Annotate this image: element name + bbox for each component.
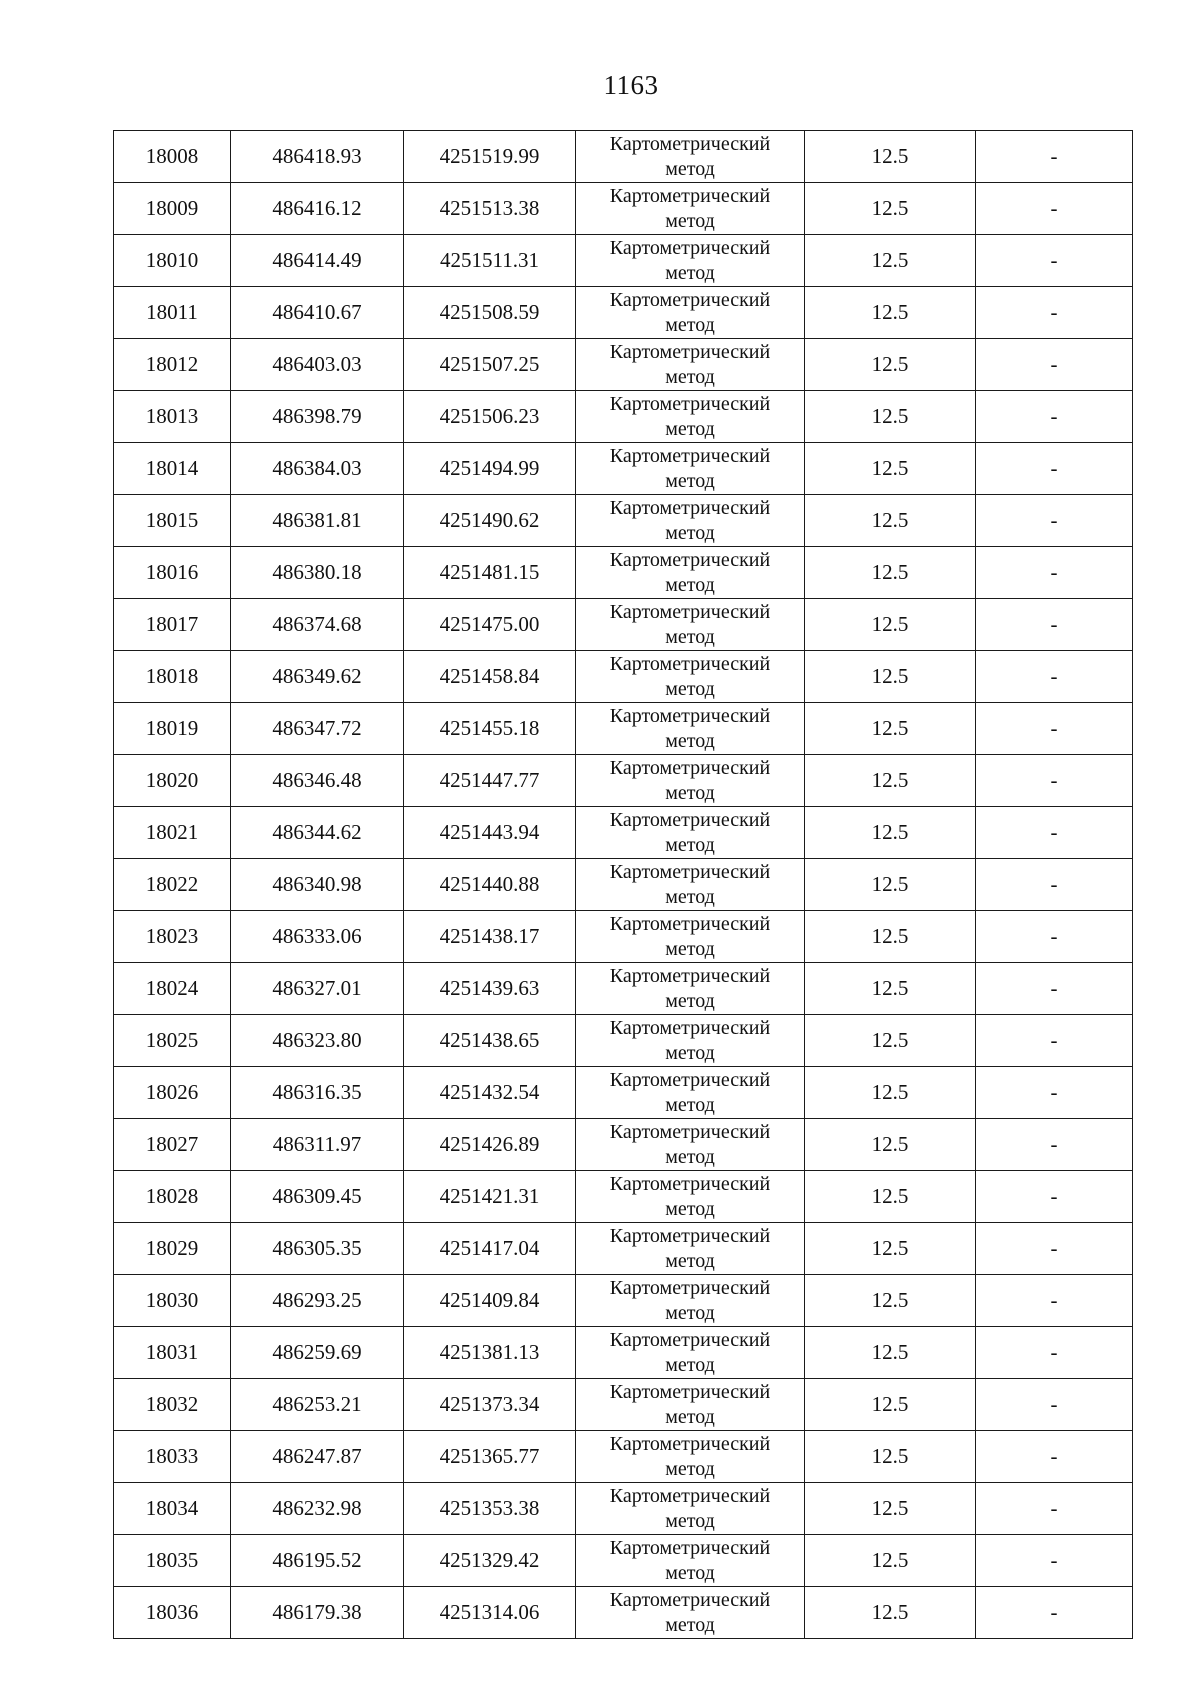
- x-coordinate-cell: 486232.98: [231, 1483, 404, 1535]
- x-coordinate-cell: 486416.12: [231, 183, 404, 235]
- accuracy-cell: 12.5: [805, 599, 976, 651]
- note-cell: -: [976, 131, 1133, 183]
- table-row: [114, 807, 1133, 859]
- table-row: [114, 495, 1133, 547]
- method-cell: [576, 1327, 805, 1379]
- method-line-2: метод: [665, 833, 715, 856]
- method-cell: [576, 651, 805, 703]
- method-line-1: Картометрический: [609, 1276, 771, 1299]
- y-coordinate-cell: 4251508.59: [404, 287, 576, 339]
- y-coordinate-cell: 4251506.23: [404, 391, 576, 443]
- method-cell: [576, 495, 805, 547]
- method-line-1: Картометрический: [609, 236, 771, 259]
- accuracy-cell: 12.5: [805, 131, 976, 183]
- method-line-2: метод: [665, 209, 715, 232]
- point-number-cell: 18015: [114, 495, 231, 547]
- x-coordinate-cell: 486381.81: [231, 495, 404, 547]
- method-line-2: метод: [665, 937, 715, 960]
- x-coordinate-cell: 486333.06: [231, 911, 404, 963]
- accuracy-cell: 12.5: [805, 443, 976, 495]
- x-coordinate-cell: 486349.62: [231, 651, 404, 703]
- accuracy-cell: 12.5: [805, 495, 976, 547]
- method-line-1: Картометрический: [609, 548, 771, 571]
- y-coordinate-cell: 4251440.88: [404, 859, 576, 911]
- method-line-1: Картометрический: [609, 860, 771, 883]
- method-line-2: метод: [665, 885, 715, 908]
- y-coordinate-cell: 4251511.31: [404, 235, 576, 287]
- point-number-cell: 18034: [114, 1483, 231, 1535]
- method-line-1: Картометрический: [609, 1172, 771, 1195]
- x-coordinate-cell: 486380.18: [231, 547, 404, 599]
- method-line-1: Картометрический: [609, 132, 771, 155]
- method-line-1: Картометрический: [609, 1016, 771, 1039]
- y-coordinate-cell: 4251475.00: [404, 599, 576, 651]
- accuracy-cell: 12.5: [805, 1327, 976, 1379]
- method-line-2: метод: [665, 157, 715, 180]
- note-cell: -: [976, 1067, 1133, 1119]
- note-cell: -: [976, 391, 1133, 443]
- method-line-1: Картометрический: [609, 756, 771, 779]
- note-cell: -: [976, 339, 1133, 391]
- x-coordinate-cell: 486403.03: [231, 339, 404, 391]
- accuracy-cell: 12.5: [805, 1067, 976, 1119]
- method-cell: [576, 1483, 805, 1535]
- method-line-2: метод: [665, 625, 715, 648]
- x-coordinate-cell: 486418.93: [231, 131, 404, 183]
- y-coordinate-cell: 4251314.06: [404, 1587, 576, 1639]
- x-coordinate-cell: 486316.35: [231, 1067, 404, 1119]
- table-row: [114, 1483, 1133, 1535]
- method-cell: [576, 1535, 805, 1587]
- y-coordinate-cell: 4251353.38: [404, 1483, 576, 1535]
- x-coordinate-cell: 486344.62: [231, 807, 404, 859]
- y-coordinate-cell: 4251381.13: [404, 1327, 576, 1379]
- method-line-1: Картометрический: [609, 912, 771, 935]
- method-line-2: метод: [665, 313, 715, 336]
- method-cell: [576, 339, 805, 391]
- accuracy-cell: 12.5: [805, 1015, 976, 1067]
- note-cell: -: [976, 1379, 1133, 1431]
- method-line-2: метод: [665, 365, 715, 388]
- method-line-2: метод: [665, 521, 715, 544]
- method-line-1: Картометрический: [609, 184, 771, 207]
- note-cell: -: [976, 651, 1133, 703]
- accuracy-cell: 12.5: [805, 755, 976, 807]
- method-line-2: метод: [665, 1093, 715, 1116]
- method-cell: [576, 547, 805, 599]
- x-coordinate-cell: 486305.35: [231, 1223, 404, 1275]
- y-coordinate-cell: 4251373.34: [404, 1379, 576, 1431]
- table-row: [114, 1275, 1133, 1327]
- y-coordinate-cell: 4251490.62: [404, 495, 576, 547]
- method-line-2: метод: [665, 573, 715, 596]
- method-line-1: Картометрический: [609, 652, 771, 675]
- table-row: [114, 183, 1133, 235]
- method-cell: [576, 1379, 805, 1431]
- note-cell: -: [976, 443, 1133, 495]
- table-row: [114, 1171, 1133, 1223]
- y-coordinate-cell: 4251447.77: [404, 755, 576, 807]
- method-line-2: метод: [665, 1145, 715, 1168]
- table-row: [114, 287, 1133, 339]
- y-coordinate-cell: 4251426.89: [404, 1119, 576, 1171]
- accuracy-cell: 12.5: [805, 703, 976, 755]
- accuracy-cell: 12.5: [805, 859, 976, 911]
- x-coordinate-cell: 486410.67: [231, 287, 404, 339]
- y-coordinate-cell: 4251507.25: [404, 339, 576, 391]
- table-row: [114, 703, 1133, 755]
- point-number-cell: 18020: [114, 755, 231, 807]
- table-row: [114, 1067, 1133, 1119]
- method-line-2: метод: [665, 1041, 715, 1064]
- note-cell: -: [976, 1327, 1133, 1379]
- point-number-cell: 18022: [114, 859, 231, 911]
- table-row: [114, 911, 1133, 963]
- note-cell: -: [976, 1015, 1133, 1067]
- method-cell: [576, 807, 805, 859]
- x-coordinate-cell: 486293.25: [231, 1275, 404, 1327]
- note-cell: -: [976, 1431, 1133, 1483]
- note-cell: -: [976, 183, 1133, 235]
- point-number-cell: 18012: [114, 339, 231, 391]
- method-line-1: Картометрический: [609, 1224, 771, 1247]
- method-line-1: Картометрический: [609, 600, 771, 623]
- point-number-cell: 18016: [114, 547, 231, 599]
- method-line-2: метод: [665, 1457, 715, 1480]
- note-cell: -: [976, 911, 1133, 963]
- y-coordinate-cell: 4251443.94: [404, 807, 576, 859]
- method-cell: [576, 1067, 805, 1119]
- method-line-2: метод: [665, 1613, 715, 1636]
- method-line-2: метод: [665, 1301, 715, 1324]
- x-coordinate-cell: 486311.97: [231, 1119, 404, 1171]
- x-coordinate-cell: 486253.21: [231, 1379, 404, 1431]
- point-number-cell: 18019: [114, 703, 231, 755]
- x-coordinate-cell: 486247.87: [231, 1431, 404, 1483]
- method-line-1: Картометрический: [609, 1328, 771, 1351]
- method-cell: [576, 1119, 805, 1171]
- point-number-cell: 18023: [114, 911, 231, 963]
- method-line-1: Картометрический: [609, 808, 771, 831]
- method-line-1: Картометрический: [609, 704, 771, 727]
- note-cell: -: [976, 1483, 1133, 1535]
- point-number-cell: 18035: [114, 1535, 231, 1587]
- y-coordinate-cell: 4251409.84: [404, 1275, 576, 1327]
- note-cell: -: [976, 755, 1133, 807]
- x-coordinate-cell: 486323.80: [231, 1015, 404, 1067]
- y-coordinate-cell: 4251513.38: [404, 183, 576, 235]
- method-line-1: Картометрический: [609, 1068, 771, 1091]
- coordinates-table: [113, 130, 1133, 1639]
- note-cell: -: [976, 1119, 1133, 1171]
- method-line-2: метод: [665, 781, 715, 804]
- method-line-2: метод: [665, 1405, 715, 1428]
- method-line-2: метод: [665, 729, 715, 752]
- table-row: [114, 1535, 1133, 1587]
- point-number-cell: 18027: [114, 1119, 231, 1171]
- note-cell: -: [976, 963, 1133, 1015]
- table-row: [114, 1119, 1133, 1171]
- y-coordinate-cell: 4251439.63: [404, 963, 576, 1015]
- y-coordinate-cell: 4251329.42: [404, 1535, 576, 1587]
- table-row: [114, 1587, 1133, 1639]
- note-cell: -: [976, 859, 1133, 911]
- method-cell: [576, 131, 805, 183]
- y-coordinate-cell: 4251494.99: [404, 443, 576, 495]
- table-row: [114, 755, 1133, 807]
- method-cell: [576, 1015, 805, 1067]
- table-row: [114, 963, 1133, 1015]
- method-cell: [576, 911, 805, 963]
- point-number-cell: 18017: [114, 599, 231, 651]
- table-row: [114, 547, 1133, 599]
- table-row: [114, 131, 1133, 183]
- x-coordinate-cell: 486259.69: [231, 1327, 404, 1379]
- point-number-cell: 18030: [114, 1275, 231, 1327]
- note-cell: -: [976, 287, 1133, 339]
- method-cell: [576, 1171, 805, 1223]
- accuracy-cell: 12.5: [805, 1379, 976, 1431]
- method-cell: [576, 963, 805, 1015]
- note-cell: -: [976, 1275, 1133, 1327]
- y-coordinate-cell: 4251421.31: [404, 1171, 576, 1223]
- accuracy-cell: 12.5: [805, 183, 976, 235]
- method-line-2: метод: [665, 1561, 715, 1584]
- accuracy-cell: 12.5: [805, 1587, 976, 1639]
- point-number-cell: 18029: [114, 1223, 231, 1275]
- method-cell: [576, 1223, 805, 1275]
- method-line-2: метод: [665, 417, 715, 440]
- x-coordinate-cell: 486346.48: [231, 755, 404, 807]
- y-coordinate-cell: 4251519.99: [404, 131, 576, 183]
- coordinates-table-body: [114, 131, 1133, 1639]
- y-coordinate-cell: 4251365.77: [404, 1431, 576, 1483]
- point-number-cell: 18024: [114, 963, 231, 1015]
- x-coordinate-cell: 486327.01: [231, 963, 404, 1015]
- method-line-2: метод: [665, 677, 715, 700]
- method-cell: [576, 1431, 805, 1483]
- accuracy-cell: 12.5: [805, 1223, 976, 1275]
- method-line-1: Картометрический: [609, 1484, 771, 1507]
- accuracy-cell: 12.5: [805, 651, 976, 703]
- method-cell: [576, 443, 805, 495]
- method-cell: [576, 703, 805, 755]
- y-coordinate-cell: 4251432.54: [404, 1067, 576, 1119]
- method-line-1: Картометрический: [609, 444, 771, 467]
- x-coordinate-cell: 486309.45: [231, 1171, 404, 1223]
- note-cell: -: [976, 807, 1133, 859]
- table-row: [114, 1223, 1133, 1275]
- method-line-1: Картометрический: [609, 1432, 771, 1455]
- x-coordinate-cell: 486340.98: [231, 859, 404, 911]
- note-cell: -: [976, 1535, 1133, 1587]
- method-cell: [576, 1275, 805, 1327]
- point-number-cell: 18028: [114, 1171, 231, 1223]
- method-line-1: Картометрический: [609, 1536, 771, 1559]
- table-row: [114, 599, 1133, 651]
- accuracy-cell: 12.5: [805, 963, 976, 1015]
- accuracy-cell: 12.5: [805, 287, 976, 339]
- table-row: [114, 443, 1133, 495]
- accuracy-cell: 12.5: [805, 1535, 976, 1587]
- note-cell: -: [976, 1171, 1133, 1223]
- x-coordinate-cell: 486347.72: [231, 703, 404, 755]
- note-cell: -: [976, 235, 1133, 287]
- note-cell: -: [976, 547, 1133, 599]
- y-coordinate-cell: 4251455.18: [404, 703, 576, 755]
- table-row: [114, 1015, 1133, 1067]
- accuracy-cell: 12.5: [805, 1171, 976, 1223]
- method-line-2: метод: [665, 1353, 715, 1376]
- method-cell: [576, 1587, 805, 1639]
- point-number-cell: 18031: [114, 1327, 231, 1379]
- point-number-cell: 18026: [114, 1067, 231, 1119]
- x-coordinate-cell: 486398.79: [231, 391, 404, 443]
- accuracy-cell: 12.5: [805, 1483, 976, 1535]
- method-cell: [576, 183, 805, 235]
- point-number-cell: 18032: [114, 1379, 231, 1431]
- point-number-cell: 18036: [114, 1587, 231, 1639]
- method-line-2: метод: [665, 1249, 715, 1272]
- x-coordinate-cell: 486374.68: [231, 599, 404, 651]
- note-cell: -: [976, 1587, 1133, 1639]
- table-row: [114, 859, 1133, 911]
- accuracy-cell: 12.5: [805, 235, 976, 287]
- y-coordinate-cell: 4251481.15: [404, 547, 576, 599]
- note-cell: -: [976, 1223, 1133, 1275]
- method-line-2: метод: [665, 989, 715, 1012]
- point-number-cell: 18011: [114, 287, 231, 339]
- method-line-1: Картометрический: [609, 392, 771, 415]
- method-cell: [576, 235, 805, 287]
- point-number-cell: 18014: [114, 443, 231, 495]
- y-coordinate-cell: 4251438.17: [404, 911, 576, 963]
- table-row: [114, 339, 1133, 391]
- page-number: 1163: [603, 70, 659, 100]
- point-number-cell: 18033: [114, 1431, 231, 1483]
- x-coordinate-cell: 486414.49: [231, 235, 404, 287]
- point-number-cell: 18010: [114, 235, 231, 287]
- table-row: [114, 391, 1133, 443]
- accuracy-cell: 12.5: [805, 1275, 976, 1327]
- method-cell: [576, 859, 805, 911]
- note-cell: -: [976, 703, 1133, 755]
- method-line-1: Картометрический: [609, 496, 771, 519]
- accuracy-cell: 12.5: [805, 339, 976, 391]
- point-number-cell: 18008: [114, 131, 231, 183]
- y-coordinate-cell: 4251438.65: [404, 1015, 576, 1067]
- accuracy-cell: 12.5: [805, 807, 976, 859]
- method-line-1: Картометрический: [609, 1120, 771, 1143]
- method-line-2: метод: [665, 469, 715, 492]
- method-line-2: метод: [665, 1509, 715, 1532]
- method-cell: [576, 391, 805, 443]
- method-cell: [576, 287, 805, 339]
- table-row: [114, 1431, 1133, 1483]
- y-coordinate-cell: 4251458.84: [404, 651, 576, 703]
- point-number-cell: 18009: [114, 183, 231, 235]
- accuracy-cell: 12.5: [805, 1431, 976, 1483]
- point-number-cell: 18021: [114, 807, 231, 859]
- x-coordinate-cell: 486384.03: [231, 443, 404, 495]
- x-coordinate-cell: 486179.38: [231, 1587, 404, 1639]
- method-line-1: Картометрический: [609, 1380, 771, 1403]
- note-cell: -: [976, 495, 1133, 547]
- point-number-cell: 18025: [114, 1015, 231, 1067]
- table-row: [114, 235, 1133, 287]
- method-cell: [576, 599, 805, 651]
- point-number-cell: 18013: [114, 391, 231, 443]
- x-coordinate-cell: 486195.52: [231, 1535, 404, 1587]
- note-cell: -: [976, 599, 1133, 651]
- point-number-cell: 18018: [114, 651, 231, 703]
- method-line-2: метод: [665, 1197, 715, 1220]
- table-row: [114, 1379, 1133, 1431]
- method-cell: [576, 755, 805, 807]
- method-line-1: Картометрический: [609, 1588, 771, 1611]
- method-line-1: Картометрический: [609, 964, 771, 987]
- method-line-1: Картометрический: [609, 288, 771, 311]
- table-row: [114, 651, 1133, 703]
- method-line-2: метод: [665, 261, 715, 284]
- y-coordinate-cell: 4251417.04: [404, 1223, 576, 1275]
- method-line-1: Картометрический: [609, 340, 771, 363]
- accuracy-cell: 12.5: [805, 391, 976, 443]
- accuracy-cell: 12.5: [805, 547, 976, 599]
- accuracy-cell: 12.5: [805, 911, 976, 963]
- accuracy-cell: 12.5: [805, 1119, 976, 1171]
- table-row: [114, 1327, 1133, 1379]
